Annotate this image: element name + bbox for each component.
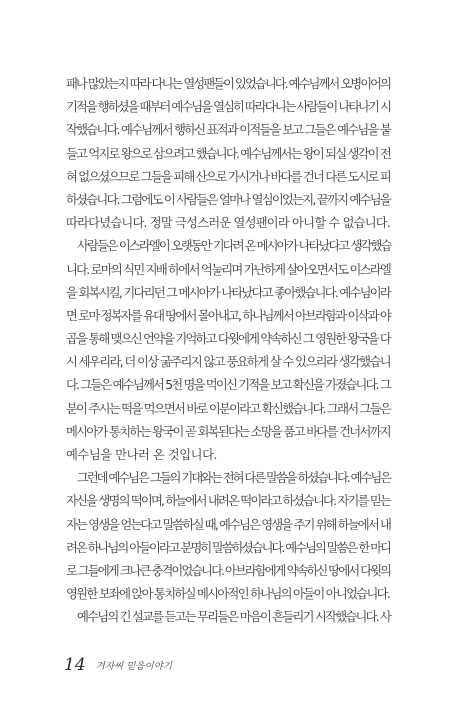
text-line: 자신을 생명의 떡이며, 하늘에서 내려온 떡이라고 하셨습니다. 자기를 믿는 [66,494,390,509]
text-line: 사람들은 이스라엘이 오랫동안 기다려 온 메시아가 나타났다고 생각했습 [77,239,391,254]
text-line: 기적을 행하셨을 때부터 예수님을 열심히 따라다니는 사람들이 나타나기 시 [66,100,390,115]
text-line: 면 로마 정복자를 유대 땅에서 몰아내고, 하나님께서 아브라함과 이삭과 야 [66,308,390,323]
text-line: 분이 주시는 떡을 먹으면서 바로 이분이라고 확신했습니다. 그래서 그들은 [66,401,390,416]
text-line: 니다. 로마의 식민 지배 하에서 억눌리며 가난하게 살아오면서도 이스라엘 [66,262,390,277]
text-line: 자는 영생을 얻는다고 말씀하실 때, 예수님은 영생을 주기 위해 하늘에서 내 [66,517,390,532]
text-line: 예수님의 긴 설교를 듣고는 무리들은 마음이 흔들리기 시작했습니다. 사 [77,610,391,625]
text-line: 혀 없으셨으므로 그들을 피해 산으로 가시거나 바다를 건너 다른 도시로 피 [66,169,390,184]
text-line: 메시아가 통치하는 왕국이 곧 회복된다는 소망을 품고 바다를 건너서까지 [66,424,390,439]
text-line: 다. 그들은 예수님께서 5천 명을 먹이신 기적을 보고 확신을 가졌습니다. 그 [66,378,390,393]
paragraph [66,467,390,606]
text-line: 작했습니다. 예수님께서 행하신 표적과 이적들을 보고 그들은 예수님을 붙 [66,123,390,138]
page-number: 14 [64,655,86,675]
text-line: 영원한 보좌에 앉아 통치하실 메시아적인 하나님의 아들이 아니었습니다. [66,587,390,602]
text-line: 따라다녔습니다. 정말 극성스러운 열성팬이라 아니할 수 없습니다. [66,216,390,231]
text-line: 을 회복시킬, 기다리던 그 메시아가 나타났다고 좋아했습니다. 예수님이라 [66,285,390,300]
text-line: 시 세우리라, 더 이상 굶주리지 않고 풍요하게 살 수 있으리라 생각했습니 [66,355,390,370]
text-line: 로 그들에게 크나큰 충격이었습니다. 아브라함에게 약속하신 땅에서 다윗의 [66,563,390,578]
text-line: 곱을 통해 맺으신 언약을 기억하고 다윗에게 약속하신 그 영원한 왕국을 다 [66,332,390,347]
body-text [66,73,390,630]
page-footer [64,655,172,675]
paragraph [66,73,390,235]
text-line: 하셨습니다. 그럼에도 이 사람들은 얼마나 열심이었는지, 끝까지 예수님을 [66,192,390,207]
paragraph [66,606,390,629]
running-title: 겨자씨 믿음이야기 [95,661,173,672]
text-line: 들고 억지로 왕으로 삼으려고 했습니다. 예수님께서는 왕이 되실 생각이 전 [66,146,390,161]
text-line: 려온 하나님의 아들이라고 분명히 말씀하셨습니다. 예수님의 말씀은 한 마디 [66,540,390,555]
text-line: 예수님을 만나러 온 것입니다. [66,448,217,462]
text-line: 패나 많았는지 따라 다니는 열성팬들이 있었습니다. 예수님께서 오병이어의 [66,77,390,91]
paragraph [66,235,390,467]
text-line: 그런데 예수님은 그들의 기대와는 전혀 다른 말씀을 하셨습니다. 예수님은 [77,471,390,486]
